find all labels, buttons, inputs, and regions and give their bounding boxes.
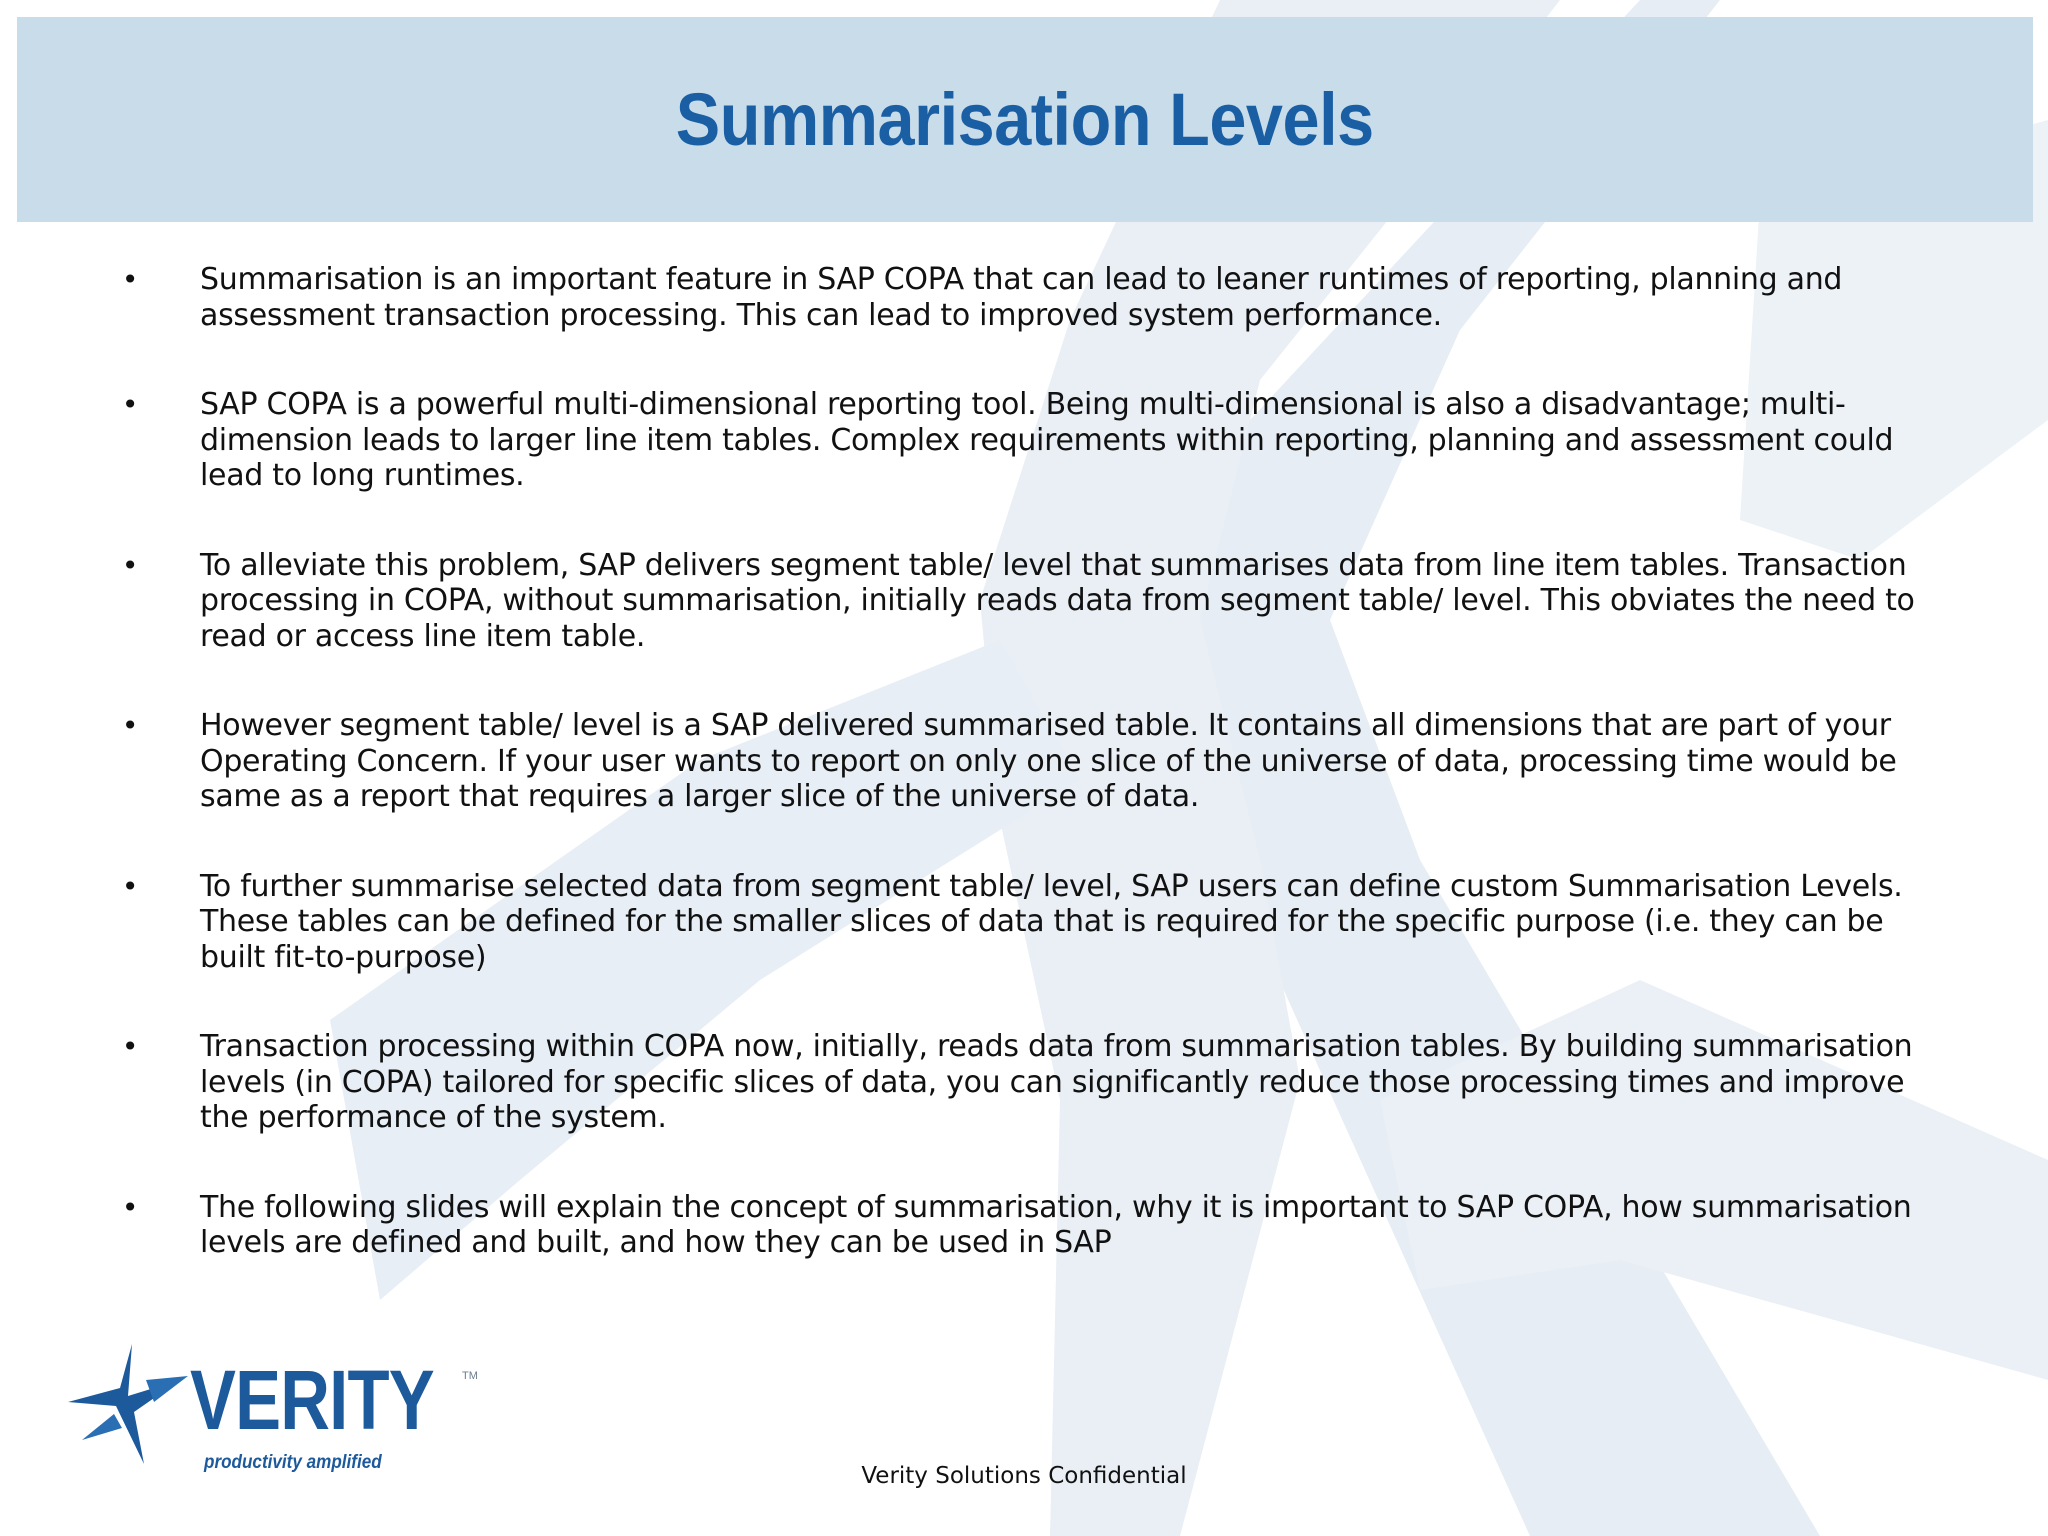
bullet-dot-icon: • — [121, 1030, 139, 1063]
bullet-list — [118, 262, 1938, 1261]
verity-star-icon — [62, 1340, 192, 1470]
bullet-item — [118, 1029, 1938, 1136]
logo-tagline: productivity amplified — [204, 1452, 382, 1473]
logo-wordmark: VERITY — [190, 1353, 434, 1447]
bullet-dot-icon: • — [121, 388, 139, 421]
bullet-text: To further summarise selected data from segment table/ level, SAP users can define custom Summarisation Levels. These tables can be defined for the smaller slices of data that is required for the specific purpose (i.e. they can be built fit-to-purpose) — [200, 868, 1903, 975]
bullet-dot-icon: • — [121, 709, 139, 742]
bullet-item — [118, 708, 1938, 815]
slide-title: Summarisation Levels — [676, 78, 1374, 161]
bullet-item — [118, 387, 1938, 494]
bullet-dot-icon: • — [121, 548, 139, 582]
bullet-text: Transaction processing within COPA now, initially, reads data from summarisation tables. By building summarisation levels (in COPA) tailored for specific slices of data, you can significantly reduce those processing times and improve the performance of the system. — [200, 1029, 1913, 1135]
bullet-text: To alleviate this problem, SAP delivers segment table/ level that summarises data from line item tables. Transaction processing in COPA, without summarisation, initially reads data from segment table/ level. This obviates the need to read or access line item table. — [200, 547, 1915, 654]
bullet-dot-icon: • — [121, 1190, 139, 1224]
bullet-dot-icon: • — [121, 869, 139, 903]
bullet-text: SAP COPA is a powerful multi-dimensional reporting tool. Being multi-dimensional is also a disadvantage; multi-dimension leads to larger line item tables. Complex requirements within reporting, planning and assessment could lead to long runtimes. — [200, 387, 1894, 493]
bullet-text: Summarisation is an important feature in SAP COPA that can lead to leaner runtimes of reporting, planning and assessment transaction processing. This can lead to improved system performance. — [200, 262, 1843, 333]
bullet-text: However segment table/ level is a SAP delivered summarised table. It contains all dimensions that are part of your Operating Concern. If your user wants to report on only one slice of the universe of data, processing time would be same as a report that requires a larger slice of the universe of data. — [200, 708, 1897, 814]
title-band — [17, 17, 2033, 222]
logo-trademark: TM — [462, 1370, 478, 1382]
bullet-item — [118, 869, 1938, 976]
bullet-item — [118, 1190, 1938, 1261]
bullet-dot-icon: • — [121, 263, 139, 296]
footer-confidential: Verity Solutions Confidential — [861, 1463, 1187, 1489]
bullet-item — [118, 262, 1938, 333]
bullet-item — [118, 548, 1938, 655]
bullet-text: The following slides will explain the concept of summarisation, why it is important to SAP COPA, how summarisation levels are defined and built, and how they can be used in SAP — [200, 1189, 1912, 1260]
